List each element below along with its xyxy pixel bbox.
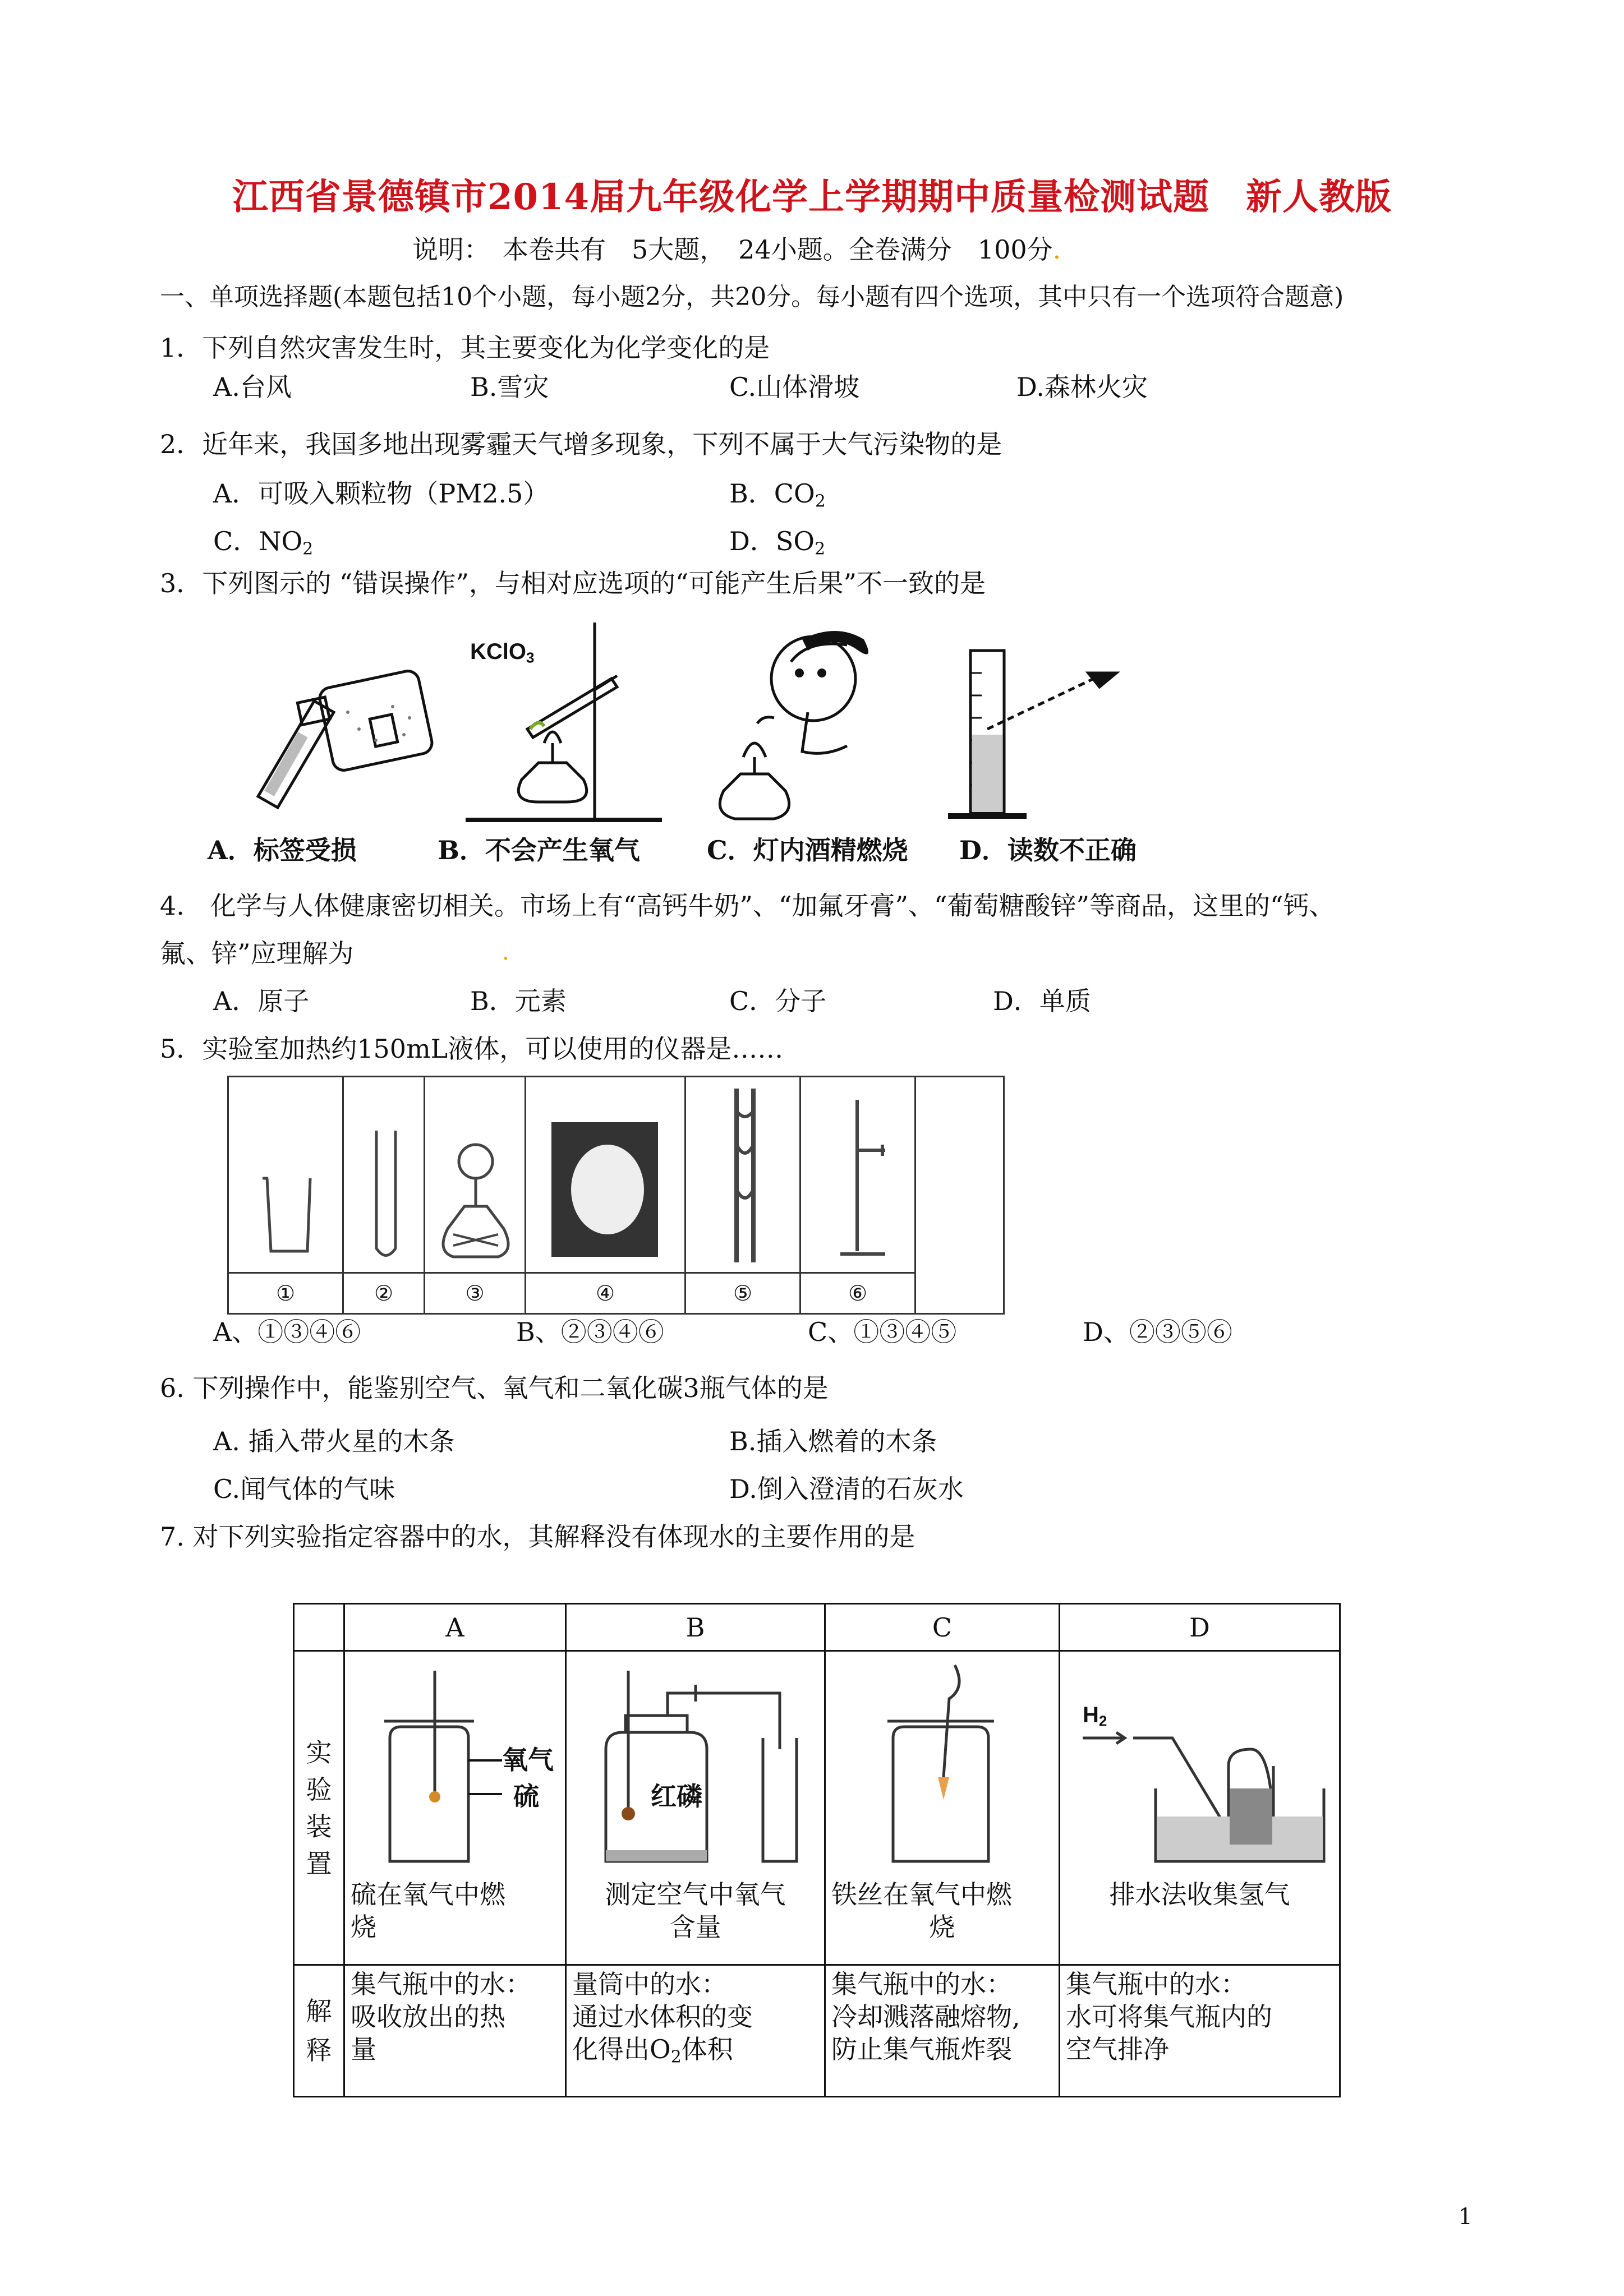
cell-a-explanation: 集气瓶中的水： 吸收放出的热 量 <box>344 1965 566 2097</box>
question-5-stem: 5．实验室加热约150mL液体，可以使用的仪器是…… <box>160 1034 784 1064</box>
apparatus-test-tube-holder: ⑤ <box>686 1077 801 1313</box>
apparatus-iron-stand: ⑥ <box>801 1077 916 1313</box>
col-header-b: B <box>566 1604 825 1651</box>
col-header-d: D <box>1060 1604 1340 1651</box>
row-label-apparatus: 实 验 装 置 <box>294 1651 344 1965</box>
row-label-explanation: 解 释 <box>294 1965 344 2097</box>
q4-option-c: C．分子 <box>729 986 827 1016</box>
apparatus-alcohol-lamp: ③ <box>425 1077 526 1313</box>
q2-option-a: A．可吸入颗粒物（PM2.5） <box>213 478 549 509</box>
pouring-liquid-figure <box>236 667 443 819</box>
cell-c-apparatus: 铁丝在氧气中燃 烧 <box>825 1651 1060 1965</box>
cell-b-explanation: 量筒中的水： 通过水体积的变 化得出$O_2$体积 <box>566 1965 825 2097</box>
q5-option-b: B、②③④⑥ <box>516 1317 664 1347</box>
q6-option-d: D.倒入澄清的石灰水 <box>729 1474 964 1504</box>
question-6-stem: 6. 下列操作中，能鉴别空气、氧气和二氧化碳3瓶气体的是 <box>160 1373 829 1403</box>
q4-option-a: A．原子 <box>213 986 310 1016</box>
col-header-a: A <box>344 1604 566 1651</box>
q1-option-d: D.森林火灾 <box>1016 372 1148 402</box>
blowing-out-lamp-figure <box>679 617 892 830</box>
question-4-line2: 氟、锌”应理解为 <box>160 938 354 969</box>
page-number: 1 <box>1458 2204 1473 2230</box>
heating-kclo3-figure <box>460 617 673 830</box>
apparatus-beaker: ① <box>229 1077 344 1313</box>
stray-dot: . <box>502 939 509 965</box>
question-4-line1: 4. 化学与人体健康密切相关。市场上有“高钙牛奶”、“加氟牙膏”、“葡萄糖酸锌”等商品，这里的“钙、 <box>160 891 1335 921</box>
experiment-table <box>293 1603 1341 2097</box>
page-title: 江西省景德镇市2014届九年级化学上学期期中质量检测试题 新人教版 <box>232 176 1392 218</box>
cell-b-apparatus: 红磷 测定空气中氧气 含量 <box>566 1651 825 1965</box>
question-1-stem: 1．下列自然灾害发生时，其主要变化为化学变化的是 <box>160 333 770 363</box>
q3-option-d: D．读数不正确 <box>959 835 1137 865</box>
q4-option-b: B．元素 <box>470 986 567 1016</box>
q3-option-a: A．标签受损 <box>208 835 357 865</box>
q1-option-a: A.台风 <box>213 372 292 402</box>
q3-option-c: C．灯内酒精燃烧 <box>707 835 908 865</box>
q5-option-c: C、①③④⑤ <box>808 1317 957 1347</box>
col-header-c: C <box>825 1604 1060 1651</box>
q5-option-d: D、②③⑤⑥ <box>1083 1317 1232 1347</box>
cell-a-apparatus: 氧气 硫 硫在氧气中燃 烧 <box>344 1651 566 1965</box>
question-3-stem: 3．下列图示的 “错误操作”，与相对应选项的“可能产生后果”不一致的是 <box>160 568 986 598</box>
q6-option-a: A. 插入带火星的木条 <box>213 1426 455 1456</box>
q2-option-d: D．$SO_2$ <box>729 526 826 559</box>
section-heading: 一、单项选择题(本题包括10个小题，每小题2分，共20分。每小题有四个选项，其中只有一个选项符合题意) <box>160 283 1344 311</box>
cell-c-explanation: 集气瓶中的水： 冷却溅落融熔物, 防止集气瓶炸裂 <box>825 1965 1060 2097</box>
q2-option-b: B．$CO_2$ <box>729 478 826 511</box>
q5-option-a: A、①③④⑥ <box>213 1317 361 1347</box>
table-corner <box>294 1604 344 1651</box>
graduated-cylinder-figure <box>948 639 1139 830</box>
q6-option-c: C.闻气体的气味 <box>213 1474 395 1504</box>
q1-option-c: C.山体滑坡 <box>729 372 860 402</box>
q3-option-b: B．不会产生氧气 <box>438 835 640 865</box>
cell-d-apparatus: $H_2$ 排水法收集氢气 <box>1060 1651 1340 1965</box>
apparatus-test-tube: ② <box>344 1077 425 1313</box>
apparatus-asbestos-gauze: ④ <box>526 1077 686 1313</box>
q4-option-d: D．单质 <box>993 986 1091 1016</box>
question-7-stem: 7. 对下列实验指定容器中的水，其解释没有体现水的主要作用的是 <box>160 1522 915 1552</box>
q2-option-c: C．$NO_2$ <box>213 526 314 559</box>
apparatus-strip <box>227 1076 1005 1315</box>
q1-option-b: B.雪灾 <box>470 372 549 402</box>
cell-d-explanation: 集气瓶中的水： 水可将集气瓶内的 空气排净 <box>1060 1965 1340 2097</box>
exam-note: 说明： 本卷共有 5大题， 24小题。全卷满分 100分. <box>412 234 1061 265</box>
q6-option-b: B.插入燃着的木条 <box>729 1426 937 1456</box>
question-2-stem: 2．近年来，我国多地出现雾霾天气增多现象，下列不属于大气污染物的是 <box>160 429 1002 459</box>
kclo3-label: KClO$_3$ <box>470 639 535 666</box>
